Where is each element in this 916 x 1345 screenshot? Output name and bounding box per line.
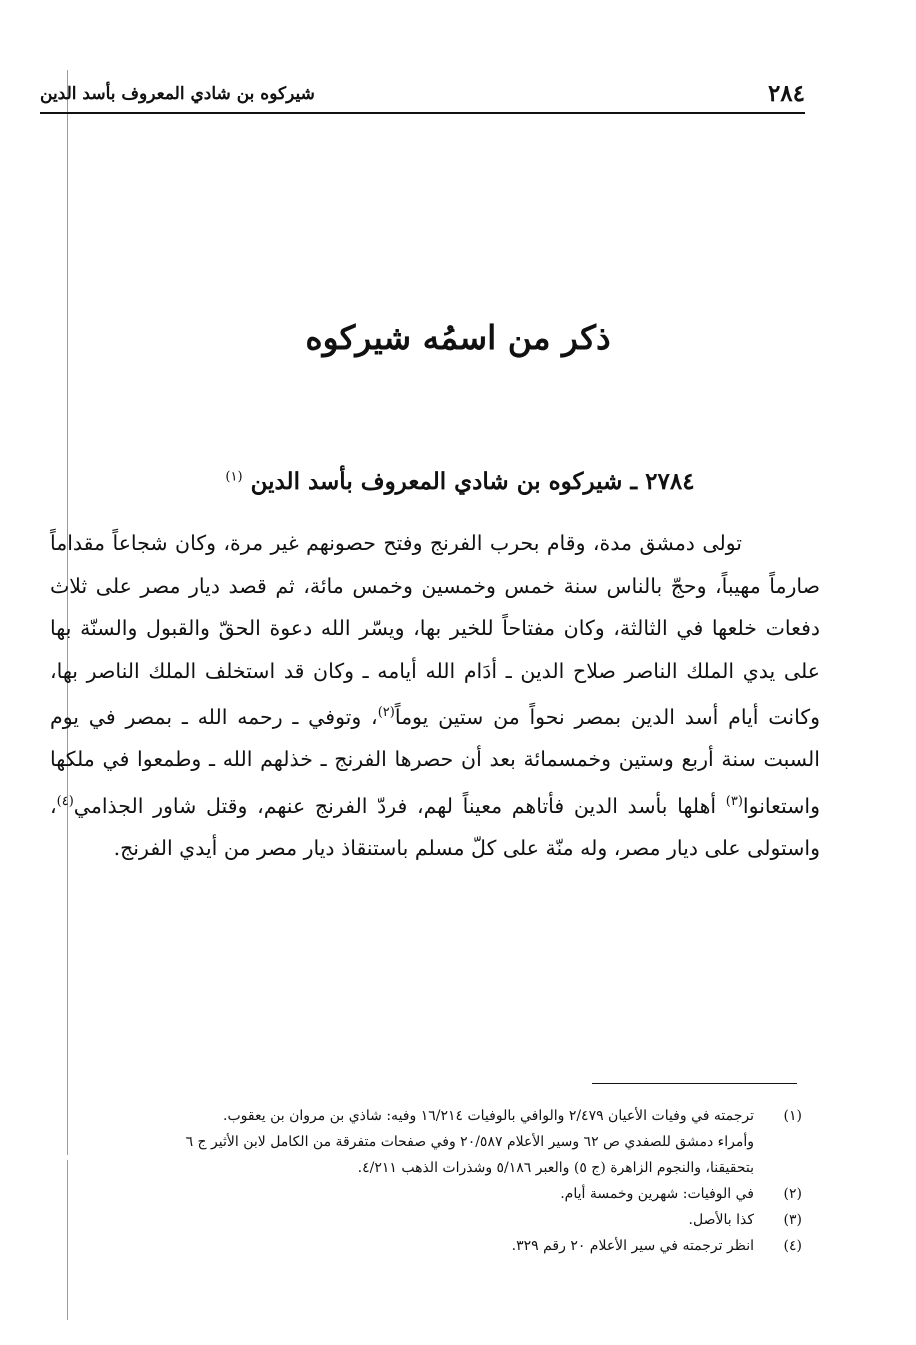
footnote-ref-1: (١) [225,469,243,485]
header-rule [40,112,805,114]
footnote-line: بتحقيقنا، والنجوم الزاهرة (ج ٥) والعبر ٥/١٨٦ وشذرات الذهب ٤/٢١١. [357,1160,754,1176]
body-segment: ، وتوفي ـ رحمه الله ـ بمصر في يوم السبت سنة أربع وستين وخمسمائة بعد أن حصرها الفرنج ـ خذلهم الله ـ وطمعوا في ملكها واستعانوا [50,704,820,818]
footnote-number: (٣) [783,1212,802,1228]
entry-heading-text: ٢٧٨٤ ـ شيركوه بن شادي المعروف بأسد الدين [250,468,695,495]
footnote-number: (٤) [783,1238,802,1254]
running-title: شيركوه بن شادي المعروف بأسد الدين [40,84,315,104]
chapter-title: ذكر من اسمُه شيركوه [305,318,611,357]
footnote-1 [42,1103,802,1181]
running-header [40,78,805,112]
footnote-4 [42,1233,802,1259]
entry-paragraph [50,522,820,870]
footnote-2 [42,1181,802,1207]
footnote-separator [592,1083,797,1084]
footnote-line: وأمراء دمشق للصفدي ص ٦٢ وسير الأعلام ٢٠/٥٨٧ وفي صفحات متفرقة من الكامل لابن الأثير ج ٦ [185,1134,754,1150]
footnote-ref-3: (٣) [725,793,743,809]
footnotes [42,1103,802,1259]
footnote-ref-2: (٢) [377,705,395,720]
page-number: ٢٨٤ [767,80,805,107]
footnote-ref-4: (٤) [56,793,74,809]
footnote-3 [42,1207,802,1233]
footnote-line: كذا بالأصل. [688,1212,754,1228]
footnote-line: انظر ترجمته في سير الأعلام ٢٠ رقم ٣٢٩. [511,1238,754,1254]
footnote-line: في الوفيات: شهرين وخمسة أيام. [560,1186,754,1202]
entry-heading [60,468,860,495]
body-segment: ، واستولى على ديار مصر، وله منّة على كلّ مسلم باستنقاذ ديار مصر من أيدي الفرنج. [50,793,820,861]
footnote-number: (٢) [783,1186,802,1202]
body-segment: أهلها بأسد الدين فأتاهم معيناً لهم، فردّ الفرنج عنهم، وقتل شاور الجذامي [73,793,726,818]
entry-body [50,522,820,870]
footnote-line: ترجمته في وفيات الأعيان ٢/٤٧٩ والوافي بالوفيات ١٦/٢١٤ وفيه: شاذي بن مروان بن يعقوب. [223,1108,754,1124]
footnote-number: (١) [783,1108,802,1124]
body-segment: تولى دمشق مدة، وقام بحرب الفرنج وفتح حصونهم غير مرة، وكان شجاعاً مقداماً صارماً مهيباً، وحجّ بالناس سنة خمس وخمسين وخمس مائة، ثم قصد ديار مصر على ثلاث دفعات خلعها في الثالثة، وكان مفتاحاً للخير بها، ويسّر الله دعوة الحقّ والقبول والسنّة بها على يدي الملك الناصر صلاح الدين ـ أدَام الله أيامه ـ وكان قد استخلف الملك الناصر بها، وكانت أيام أسد الدين بمصر نحواً من ستين يوماً [50,531,820,729]
